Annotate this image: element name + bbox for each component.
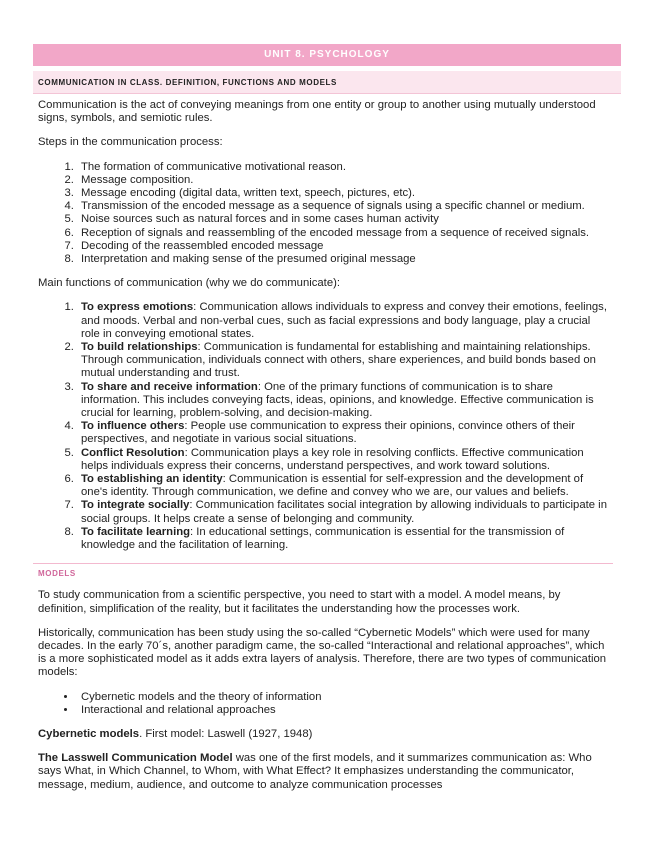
function-text: : Communication is fundamental for establishing and maintaining relationships. Through communication, individuals connect with others, share experiences, and build bonds based on mutual understanding and trust.: [81, 341, 596, 380]
function-item: [77, 447, 608, 473]
function-term: To build relationships: [81, 341, 198, 354]
function-text: : People use communication to express their opinions, convince others of their perspectives, and negotiate in various social situations.: [81, 420, 575, 446]
function-item: [77, 301, 608, 341]
function-term: To integrate socially: [81, 499, 190, 512]
lasswell-text: was one of the first models, and it summarizes communication as: Who says What, in Which Channel, to Whom, with What Effect? It emphasizes understanding the communicator, message, medium, audience, and outcome to analyze communication processes: [38, 752, 592, 791]
cybernetic-text: . First model: Laswell (1927, 1948): [139, 727, 313, 740]
function-term: To facilitate learning: [81, 525, 191, 538]
function-text: : Communication facilitates social integration by allowing individuals to participate in social groups. It helps create a sense of belonging and community.: [81, 499, 607, 525]
step-item: 4. Transmission of the encoded message as a sequence of signals using a specific channel or medium.: [77, 200, 608, 213]
step-item: 6. Reception of signals and reassembling of the encoded message from a sequence of received signals.: [77, 227, 608, 240]
cybernetic-paragraph: [38, 728, 608, 741]
function-term: To express emotions: [81, 301, 194, 314]
functions-intro: Main functions of communication (why we do communicate):: [38, 277, 341, 290]
step-item: 1. The formation of communicative motivational reason.: [77, 161, 608, 174]
function-text: : In educational settings, communication is essential for the transmission of knowledge and the facilitation of learning.: [81, 525, 565, 552]
model-types-list: [38, 691, 608, 717]
models-section-title: MODELS: [33, 563, 613, 580]
functions-list: [38, 301, 608, 552]
function-text: : One of the primary functions of communication is to share information. This includes conveying facts, ideas, opinions, and knowledge. Effective communication is crucial for learning, problem-solving, and decision-making.: [81, 380, 594, 420]
function-text: : Communication is essential for self-expression and the development of one's identity. Through communication, we define and convey who we are, our values and beliefs.: [81, 473, 584, 499]
step-item: 2. Message composition.: [77, 174, 608, 187]
unit-title-banner: UNIT 8. PSYCHOLOGY: [33, 44, 621, 66]
step-item: 8. Interpretation and making sense of the presumed original message: [77, 253, 608, 266]
function-item: [77, 420, 608, 446]
model-type-item: • Interactional and relational approaches: [77, 704, 608, 717]
document-body: [38, 99, 608, 803]
function-term: To influence others: [81, 420, 185, 433]
function-text: : Communication plays a key role in resolving conflicts. Effective communication helps individuals express their concerns, understand perspectives, and work toward solutions.: [81, 446, 584, 472]
function-item: [77, 341, 608, 381]
steps-list: [38, 161, 608, 267]
steps-intro: Steps in the communication process:: [38, 136, 223, 149]
function-term: To establishing an identity: [81, 473, 223, 486]
function-item: [77, 381, 608, 421]
step-item: 7. Decoding of the reassembled encoded message: [77, 240, 608, 253]
model-type-item: • Cybernetic models and the theory of information: [77, 691, 608, 704]
lasswell-term: The Lasswell Communication Model: [38, 752, 233, 765]
function-term: Conflict Resolution: [81, 446, 185, 459]
step-item: 3. Message encoding (digital data, written text, speech, pictures, etc).: [77, 187, 608, 200]
function-item: [77, 473, 608, 499]
function-term: To share and receive information: [81, 380, 258, 393]
cybernetic-term: Cybernetic models: [38, 727, 140, 740]
function-item: [77, 499, 608, 525]
models-paragraph-1: To study communication from a scientific perspective, you need to start with a model. A model means, by definition, simplification of the reality, but it facilitates the understanding how the processes work.: [38, 589, 561, 615]
models-paragraph-2: Historically, communication has been study using the so-called “Cybernetic Models” which were used for many decades. In the early 70´s, another paradigm came, the so-called “Interactional and relational approaches”, which is a more sophisticated model as it adds extra layers of analysis. Therefore, there are two types of communication models:: [38, 626, 607, 679]
intro-paragraph: Communication is the act of conveying meanings from one entity or group to another using mutually understood signs, symbols, and semiotic rules.: [38, 99, 596, 125]
lasswell-paragraph: [38, 752, 608, 792]
step-item: 5. Noise sources such as natural forces and in some cases human activity: [77, 213, 608, 226]
function-item: [77, 526, 608, 552]
function-text: : Communication allows individuals to express and convey their emotions, feelings, and moods. Verbal and non-verbal cues, such as facial expressions and body language, play a crucial role in conveying emotional states.: [81, 301, 607, 340]
section-title: COMMUNICATION IN CLASS. DEFINITION, FUNCTIONS AND MODELS: [33, 71, 621, 94]
